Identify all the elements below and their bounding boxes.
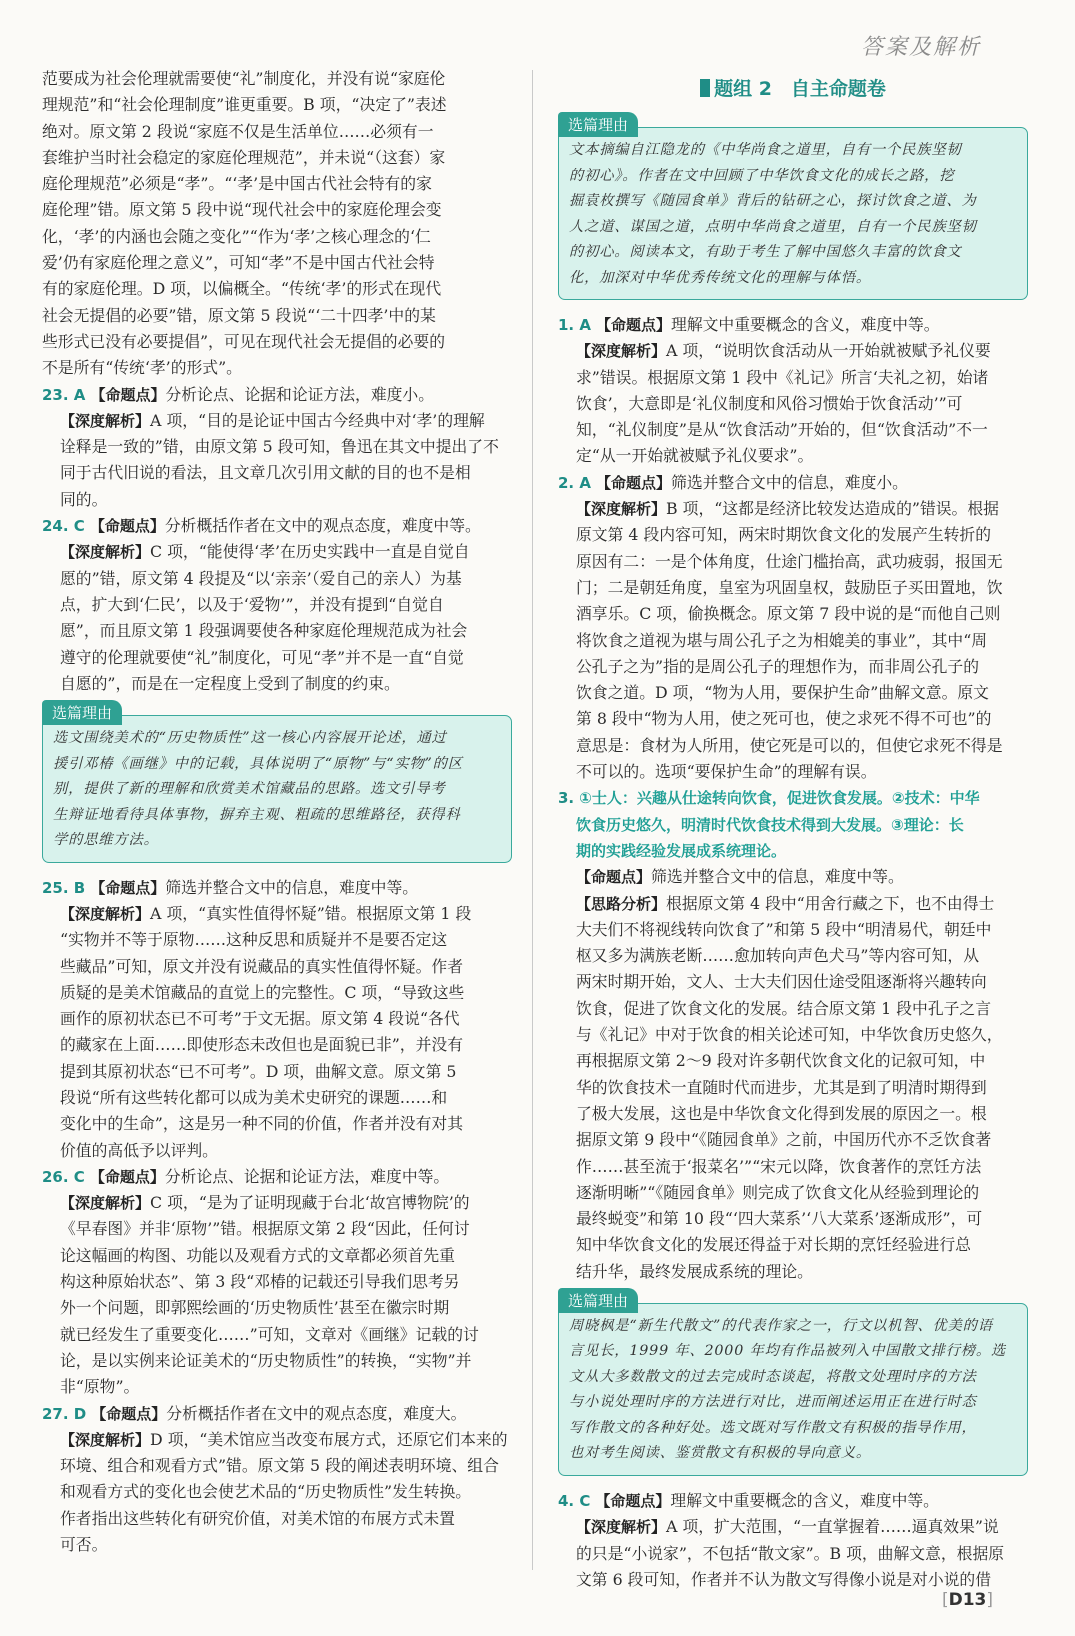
flag-icon — [700, 79, 710, 97]
text-line: 文从大多数散文的过去完成时态谈起，将散文处理时序的方法 — [569, 1368, 977, 1385]
text-line: 写作散文的各种好处。选文既对写作散文有积极的指导作用， — [569, 1419, 977, 1436]
text-line: 逐渐明晰”“《随园食单》则完成了饮食文化从经验到理论的 — [576, 1182, 980, 1202]
page-number-text: D13 — [948, 1590, 987, 1610]
right-column — [558, 66, 1028, 1593]
text-line: 段说“所有这些转化都可以成为美术史研究的课题……和 — [60, 1088, 448, 1107]
text-line: 文第 6 段可知，作者并不认为散文写得像小说是对小说的借 — [576, 1569, 992, 1589]
question-26 — [42, 1164, 512, 1401]
text-line: C 项，“能使得‘孝’在历史实践中一直是自觉自 — [150, 542, 470, 562]
tag-label: 【深度解析】 — [576, 1518, 667, 1537]
selection-reason-box — [42, 704, 512, 863]
text-line: 绝对。原文第 2 段说“家庭不仅是生活单位……必须有一 — [42, 121, 434, 141]
text-line: 同的。 — [60, 489, 108, 509]
text-line: 再根据原文第 2～9 段对许多朝代饮食文化的记叙可知，中 — [576, 1051, 986, 1071]
text-line: A 项，“说明饮食活动从一开始就被赋予礼仪要 — [666, 341, 991, 361]
text-line: 与《礼记》中对于饮食的相关论述可知，中华饮食历史悠久， — [576, 1025, 1003, 1045]
text-line: 价值的高低予以评判。 — [60, 1140, 218, 1160]
text-line: 的只是“小说家”，不包括“散文家”。B 项，曲解文意，根据原 — [576, 1543, 1005, 1563]
tag-label: 【命题点】 — [596, 316, 672, 334]
text-line: 文本摘编自江隐龙的《中华尚食之道里，自有一个民族坚韧 — [569, 142, 962, 158]
text-line: 将饮食之道视为堪与周公孔子之为相媲美的事业”，其中“周 — [576, 630, 988, 650]
point-text: 分析概括作者在文中的观点态度，难度中等。 — [164, 516, 481, 536]
tag-label: 【命题点】 — [89, 517, 165, 536]
text-line: 点，扩大到‘仁民’，以及于‘爱物’”，并没有提到“自觉自 — [60, 594, 444, 614]
point-text: 筛选并整合文中的信息，难度中等。 — [651, 867, 904, 887]
text-line: 愿的”错，原文第 4 段提及“以‘亲亲’（爱自己的亲人）为基 — [60, 568, 462, 588]
tag-label: 【深度解析】 — [60, 411, 151, 430]
question-4 — [558, 1488, 1028, 1593]
selection-reason-label: 选篇理由 — [558, 1288, 638, 1313]
text-line: 公孔子之为”指的是周公孔子的理想作为，而非周公孔子的 — [576, 656, 979, 676]
point-text: 筛选并整合文中的信息，难度小。 — [671, 472, 908, 492]
text-line: 外一个问题，即郭熙绘画的‘历史物质性’甚至在徽宗时期 — [60, 1298, 450, 1318]
selection-reason-box — [558, 1291, 1028, 1476]
answer-number: 2. A — [558, 473, 591, 492]
question-2 — [558, 470, 1028, 786]
text-line: 求”错误。根据原文第 1 段中《礼记》所言‘夫礼之初，始诸 — [576, 367, 989, 387]
text-line: 华的饮食技术一直随时代而进步，尤其是到了明清时期得到 — [576, 1077, 987, 1097]
text-line: 结升华，最终发展成系统的理论。 — [576, 1261, 813, 1281]
tag-label: 【命题点】 — [91, 1404, 167, 1423]
text-line: B 项，“这都是经济比较发达造成的”错误。根据 — [666, 499, 999, 519]
tag-label: 【深度解析】 — [60, 904, 151, 923]
question-27 — [42, 1401, 512, 1559]
text-line: 作者指出这些转化有研究价值，对美术馆的布展方式未置 — [60, 1508, 455, 1528]
tag-label: 【命题点】 — [596, 473, 672, 492]
text-line: A 项，“目的是论证中国古今经典中对‘孝’的理解 — [150, 410, 485, 430]
tag-label: 【命题点】 — [90, 385, 166, 404]
tag-label: 【深度解析】 — [60, 1430, 151, 1449]
text-line: 就已经发生了重要变化……”可知，文章对《画继》记载的讨 — [60, 1324, 479, 1344]
text-line: 和观看方式的变化也会使艺术品的“历史物质性”发生转换。 — [60, 1482, 472, 1502]
answer-number: 26. C — [42, 1167, 85, 1186]
text-line: 与小说处理时序的方法进行对比，进而阐述运用正在进行时态 — [569, 1394, 977, 1411]
group-title — [558, 74, 1028, 101]
text-line: 的初心。阅读本文，有助于考生了解中国悠久丰富的饮食文 — [569, 244, 962, 260]
text-line: 知，“礼仪制度”是从“饮食活动”开始的，但“饮食活动”不一 — [576, 420, 988, 440]
point-text: 筛选并整合文中的信息，难度中等。 — [165, 877, 419, 897]
text-line: 庭伦理规范”必须是“孝”。“‘孝’是中国古代社会特有的家 — [42, 174, 432, 194]
header-title: 答案及解析 — [860, 35, 981, 60]
tag-label: 【深度解析】 — [60, 543, 151, 562]
page-number: [D13] — [941, 1590, 993, 1610]
text-line: 也对考生阅读、鉴赏散文有积极的导向意义。 — [569, 1445, 871, 1462]
text-line: 根据原文第 4 段中“用舍行藏之下，也不由得士 — [666, 893, 995, 913]
question-1 — [558, 312, 1028, 470]
text-line: 论，是以实例来论证美术的“历史物质性”的转换，“实物”并 — [60, 1350, 472, 1370]
text-line: C 项，“是为了证明现藏于台北‘故宫博物院’的 — [150, 1193, 470, 1213]
text-line: D 项，“美术馆应当改变布展方式，还原它们本来的 — [150, 1429, 508, 1449]
text-line: 社会无提倡的必要”错，原文第 5 段说“‘二十四孝’中的某 — [42, 305, 436, 325]
text-line: 选文围绕美术的“历史物质性”这一核心内容展开论述，通过 — [53, 730, 447, 747]
text-line: 门；二是朝廷角度，皇室为巩固皇权，鼓励臣子买田置地，饮 — [576, 577, 1003, 597]
text-line: 的初心》。作者在文中回顾了中华饮食文化的成长之路，挖 — [569, 167, 955, 184]
text-line: 不是所有“传统‘孝’的形式”。 — [42, 358, 242, 378]
text-line: 原因有二：一是个体角度，仕途门槛抬高，武功疲弱，报国无 — [576, 551, 1003, 571]
text-line: 掘袁枚撰写《随园食单》背后的钻研之心，探讨饮食之道、为 — [569, 193, 977, 209]
text-line: 最终蜕变”和第 10 段“‘四大菜系’‘八大菜系’逐渐成形”，可 — [576, 1209, 983, 1229]
text-line: A 项，“真实性值得怀疑”错。根据原文第 1 段 — [150, 903, 472, 923]
answer-number: 27. D — [42, 1404, 87, 1423]
text-line: 了极大发展，这也是中华饮食文化得到发展的原因之一。根 — [576, 1103, 987, 1123]
text-line: 提到其原初状态“已不可考”。D 项，曲解文意。原文第 5 — [60, 1061, 457, 1081]
answer-number: 23. A — [42, 385, 86, 404]
text-line: 《早春图》并非‘原物’”错。根据原文第 2 段“因此，任何讨 — [60, 1219, 470, 1239]
text-line: 大夫们不将视线转向饮食了”和第 5 段中“明清易代，朝廷中 — [576, 919, 992, 939]
column-divider — [532, 70, 533, 1570]
tag-label: 【命题点】 — [595, 1491, 671, 1510]
text-line: 同于古代旧说的看法，且文章几次引用文献的目的也不是相 — [60, 463, 471, 483]
text-line: A 项，扩大范围，“一直掌握着……逼真效果”说 — [666, 1517, 999, 1537]
text-line: 两宋时期开始，文人、士大夫们因仕途受阻逐渐将兴趣转向 — [576, 972, 987, 992]
text-line: 别，提供了新的理解和欣赏美术馆藏品的思路。选文引导考 — [53, 781, 446, 798]
answer-text: 饮食历史悠久，明清时代饮食技术得到大发展。③理论：长 — [576, 815, 964, 834]
question-24 — [42, 513, 512, 697]
text-line: 言见长，1999 年、2000 年均有作品被列入中国散文排行榜。选 — [569, 1343, 1007, 1360]
text-line: 构这种原始状态”、第 3 段“邓椿的记载还引导我们思考另 — [60, 1272, 460, 1292]
text-line: 饮食，促进了饮食文化的发展。结合原文第 1 段中孔子之言 — [576, 998, 992, 1018]
text-line: 意思是：食材为人所用，使它死是可以的，但使它求死不得是 — [576, 735, 1003, 755]
question-23 — [42, 382, 512, 513]
answer-number: 24. C — [42, 517, 85, 536]
text-line: 自愿的”，而是在一定程度上受到了制度的约束。 — [60, 673, 400, 693]
group-title-text: 题组 2 自主命题卷 — [714, 78, 886, 100]
point-text: 理解文中重要概念的含义，难度中等。 — [670, 1490, 939, 1510]
text-line: 据原文第 9 段中“《随园食单》之前，中国历代亦不乏饮食著 — [576, 1130, 992, 1150]
text-line: “实物并不等于原物……这种反思和质疑并不是要否定这 — [60, 930, 448, 950]
text-line: 人之道、谋国之道，点明中华尚食之道里，自有一个民族坚韧 — [569, 218, 977, 235]
selection-reason-label: 选篇理由 — [42, 700, 122, 725]
text-line: 环境、组合和观看方式”错。原文第 5 段的阐述表明环境、组合 — [60, 1456, 499, 1476]
answer-number: 1. A — [558, 316, 591, 334]
text-line: 酒享乐。C 项，偷换概念。原文第 7 段中说的是“而他自己则 — [576, 604, 1001, 624]
text-line: 作……甚至流于‘报菜名’”“宋元以降，饮食著作的烹饪方法 — [576, 1156, 982, 1176]
point-text: 分析论点、论据和论证方法，难度小。 — [165, 384, 435, 404]
question-25 — [42, 875, 512, 1164]
text-line: 些藏品”可知，原文并没有说藏品的真实性值得怀疑。作者 — [60, 956, 463, 976]
text-line: 有的家庭伦理。D 项，以偏概全。“传统‘孝’的形式在现代 — [42, 279, 442, 299]
text-line: 庭伦理”错。原文第 5 段中说“现代社会中的家庭伦理会变 — [42, 200, 442, 220]
text-line: 爱’仍有家庭伦理之意义”，可知“孝”不是中国古代社会特 — [42, 253, 435, 273]
answer-number: 4. C — [558, 1491, 591, 1510]
text-line: 可否。 — [60, 1535, 108, 1555]
text-line: 范要成为社会伦理就需要使“礼”制度化，并没有说“家庭伦 — [42, 69, 446, 88]
text-line: 生辩证地看待具体事物，摒弃主观、粗疏的思维路径，获得科 — [53, 806, 461, 823]
tag-label: 【深度解析】 — [60, 1194, 151, 1213]
text-line: 非“原物”。 — [60, 1377, 140, 1397]
answer-number: 25. B — [42, 878, 86, 897]
text-line: 遵守的伦理就要使“礼”制度化，可见“孝”并不是一直“自觉 — [60, 647, 464, 667]
selection-reason-label: 选篇理由 — [558, 112, 638, 137]
left-column — [42, 66, 512, 1558]
text-line: 饮食之道。D 项，“物为人用，要保护生命”曲解文意。原文 — [576, 683, 989, 703]
text-line: 诠释是一致的”错，由原文第 5 段可知，鲁迅在其文中提出了不 — [60, 437, 499, 457]
text-line: 第 8 段中“物为人用，使之死可也，使之求死不得不可也”的 — [576, 709, 992, 729]
text-line: 的藏家在上面……即使形态未改但也是面貌已非”，并没有 — [60, 1035, 463, 1055]
tag-label: 【深度解析】 — [576, 342, 667, 361]
text-line: 不可以的。选项“要保护生命”的理解有误。 — [576, 762, 877, 782]
text-line: 化，‘孝’的内涵也会随之变化”“作为‘孝’之核心理念的‘仁 — [42, 226, 431, 246]
point-text: 理解文中重要概念的含义，难度中等。 — [671, 315, 940, 334]
text-line: 理规范”和“社会伦理制度”谁更重要。B 项，“决定了”表述 — [42, 95, 447, 115]
text-line: 枢又多为满族老断……愈加转向声色犬马”等内容可知，从 — [576, 946, 979, 966]
text-line: 饮食’，大意即是‘礼仪制度和风俗习惯始于饮食活动’”可 — [576, 393, 963, 413]
text-line: 周晓枫是“新生代散文”的代表作家之一，行文以机智、优美的语 — [569, 1317, 993, 1334]
text-line: 质疑的是美术馆藏品的直觉上的完整性。C 项，“导致这些 — [60, 982, 465, 1002]
question-3 — [558, 785, 1028, 1285]
text-line: 学的思维方法。 — [53, 832, 159, 849]
tag-label: 【命题点】 — [89, 1167, 165, 1186]
answer-text: ①士人：兴趣从仕途转向饮食，促进饮食发展。②技术：中华 — [579, 789, 980, 808]
text-line: 知中华饮食文化的发展还得益于对长期的烹饪经验进行总 — [576, 1235, 971, 1255]
tag-label: 【思路分析】 — [576, 894, 667, 913]
tag-label: 【命题点】 — [90, 878, 166, 897]
text-line: 愿”，而且原文第 1 段强调要使各种家庭伦理规范成为社会 — [60, 621, 468, 641]
text-line: 原文第 4 段内容可知，两宋时期饮食文化的发展产生转折的 — [576, 525, 992, 545]
text-line: 论这幅画的构图、功能以及观看方式的文章都必须首先重 — [60, 1245, 455, 1265]
text-line: 套维护当时社会稳定的家庭伦理规范”，并未说“（这套）家 — [42, 147, 446, 167]
point-text: 分析论点、论据和论证方法，难度中等。 — [164, 1166, 450, 1186]
text-line: 化，加深对中华优秀传统文化的理解与体悟。 — [569, 269, 871, 286]
intro-paragraph — [42, 66, 512, 382]
tag-label: 【深度解析】 — [576, 500, 667, 519]
point-text: 分析概括作者在文中的观点态度，难度大。 — [166, 1403, 467, 1423]
selection-reason-box — [558, 116, 1028, 300]
answer-number: 3. — [558, 789, 575, 808]
text-line: 些形式已没有必要提倡”，可见在现代社会无提倡的必要的 — [42, 331, 445, 351]
answer-text: 期的实践经验发展成系统理论。 — [576, 841, 787, 860]
text-line: 定“从一开始就被赋予礼仪要求”。 — [576, 446, 814, 466]
tag-label: 【命题点】 — [576, 868, 652, 887]
text-line: 画作的原初状态已不可考”于文无据。原文第 4 段说“各代 — [60, 1009, 460, 1029]
text-line: 援引邓椿《画继》中的记载，具体说明了“原物”与“实物”的区 — [53, 755, 463, 772]
text-line: 变化中的生命”，这是另一种不同的价值，作者并没有对其 — [60, 1114, 463, 1134]
